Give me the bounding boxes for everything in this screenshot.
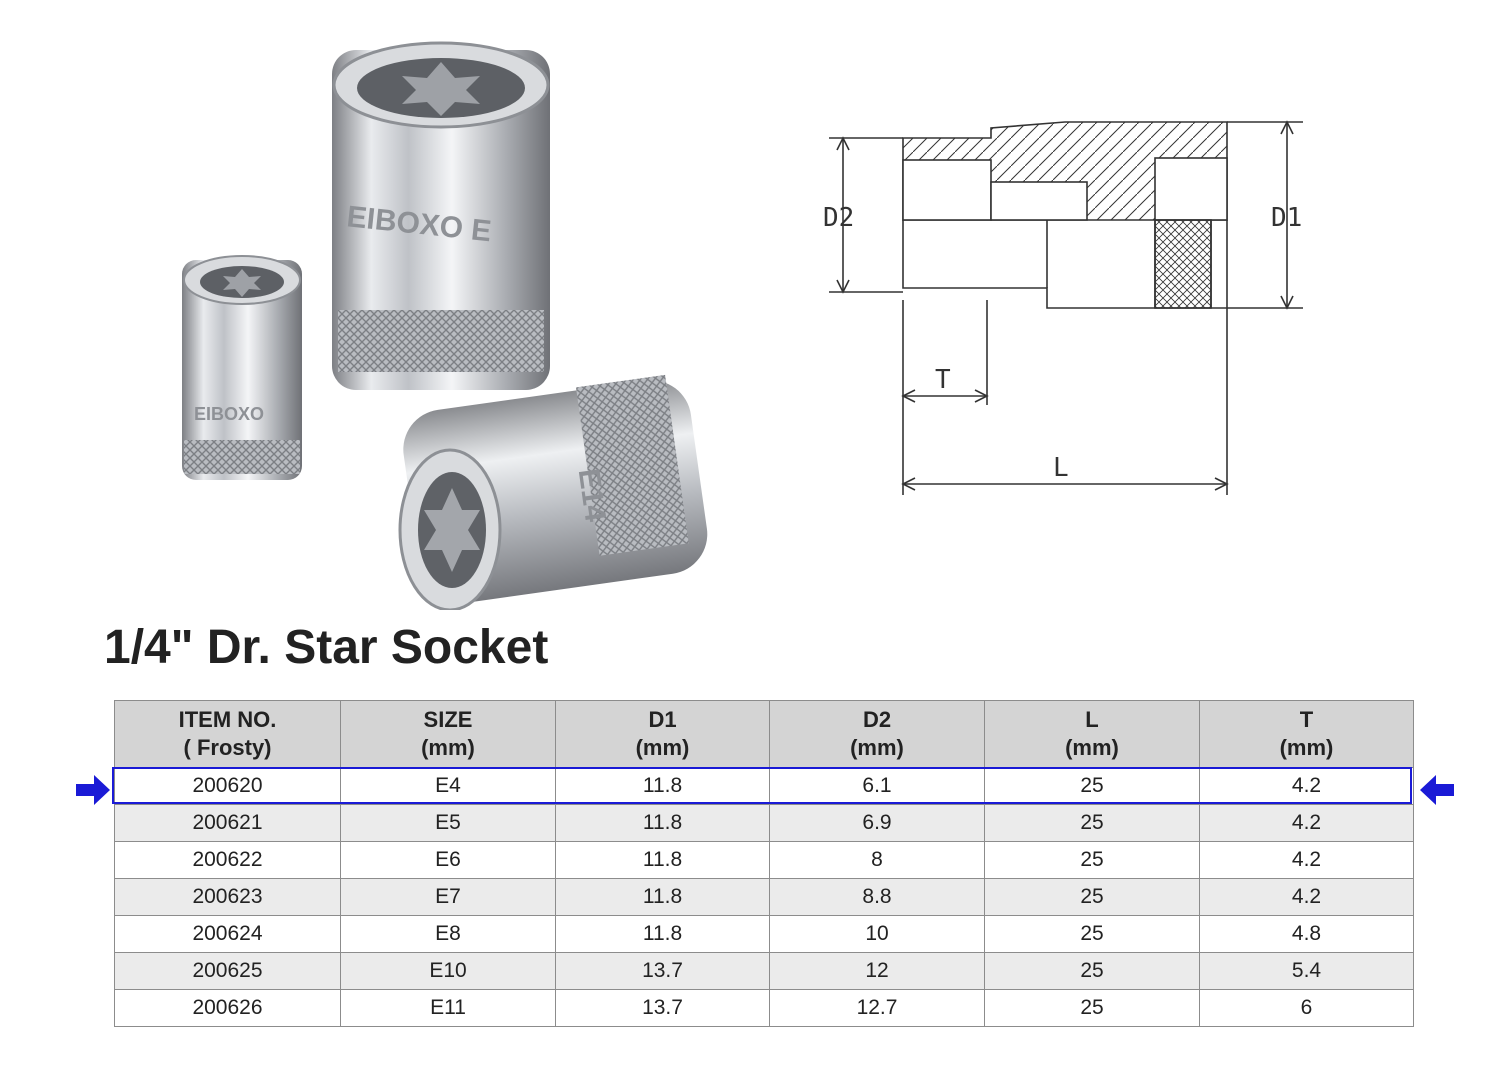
technical-drawing xyxy=(815,110,1315,500)
table-cell: 4.2 xyxy=(1200,879,1414,916)
table-cell: 25 xyxy=(985,916,1200,953)
table-cell: 11.8 xyxy=(556,879,770,916)
column-header xyxy=(985,701,1200,768)
column-header xyxy=(770,701,985,768)
table-row xyxy=(115,916,1414,953)
column-header xyxy=(341,701,556,768)
table-header-row xyxy=(115,701,1414,768)
table-cell: 25 xyxy=(985,879,1200,916)
column-header-title: D2 xyxy=(862,707,892,732)
spec-table xyxy=(114,700,1414,1027)
svg-text:EIBOXO E: EIBOXO E xyxy=(345,200,493,249)
table-cell: 11.8 xyxy=(556,916,770,953)
column-header-unit: (mm) xyxy=(635,735,690,760)
column-header-unit: (mm) xyxy=(1065,735,1119,760)
table-cell: 200624 xyxy=(115,916,341,953)
table-cell: 200626 xyxy=(115,990,341,1027)
table-cell: 11.8 xyxy=(556,768,770,805)
table-cell: 12 xyxy=(770,953,985,990)
table-row xyxy=(115,805,1414,842)
svg-text:EIBOXO: EIBOXO xyxy=(194,404,265,424)
column-header xyxy=(115,701,341,768)
table-cell: 200622 xyxy=(115,842,341,879)
column-header-title: SIZE xyxy=(423,707,473,732)
table-cell: 200625 xyxy=(115,953,341,990)
column-header-title: L xyxy=(1085,707,1099,732)
large-socket xyxy=(332,43,550,390)
drawing-label-l: L xyxy=(1053,453,1069,483)
table-cell: E7 xyxy=(341,879,556,916)
table-cell: 4.2 xyxy=(1200,805,1414,842)
drawing-label-d1: D1 xyxy=(1271,203,1303,233)
table-cell: E8 xyxy=(341,916,556,953)
column-header-unit: (mm) xyxy=(1279,735,1334,760)
table-cell: 200620 xyxy=(115,768,341,805)
table-cell: 6 xyxy=(1200,990,1414,1027)
column-header-unit: ( Frosty) xyxy=(183,735,272,760)
table-cell: 25 xyxy=(985,805,1200,842)
table-cell: 200621 xyxy=(115,805,341,842)
table-row xyxy=(115,879,1414,916)
table-cell: 5.4 xyxy=(1200,953,1414,990)
drawing-label-d2: D2 xyxy=(823,203,855,233)
table-cell: E10 xyxy=(341,953,556,990)
table-row xyxy=(115,768,1414,805)
table-row xyxy=(115,842,1414,879)
arrow-left-icon xyxy=(1420,775,1454,805)
table-cell: 25 xyxy=(985,842,1200,879)
table-cell: 25 xyxy=(985,768,1200,805)
lying-socket xyxy=(398,375,712,610)
arrow-right-icon xyxy=(76,775,110,805)
table-cell: E5 xyxy=(341,805,556,842)
column-header xyxy=(556,701,770,768)
table-cell: 6.1 xyxy=(770,768,985,805)
column-header-unit: (mm) xyxy=(421,735,475,760)
table-cell: 13.7 xyxy=(556,953,770,990)
table-cell: 4.2 xyxy=(1200,842,1414,879)
column-header-title: T xyxy=(1299,707,1314,732)
table-cell: 6.9 xyxy=(770,805,985,842)
table-cell: E11 xyxy=(341,990,556,1027)
column-header-title: D1 xyxy=(648,707,677,732)
table-body xyxy=(115,768,1414,1027)
table-cell: 8 xyxy=(770,842,985,879)
column-header-unit: (mm) xyxy=(850,735,904,760)
table-cell: E6 xyxy=(341,842,556,879)
table-cell: E4 xyxy=(341,768,556,805)
drawing-label-t: T xyxy=(935,365,951,395)
svg-text:E14: E14 xyxy=(571,466,612,524)
column-header-title: ITEM NO. xyxy=(178,707,277,732)
table-cell: 11.8 xyxy=(556,842,770,879)
small-socket xyxy=(182,256,302,480)
table-cell: 11.8 xyxy=(556,805,770,842)
column-header xyxy=(1200,701,1414,768)
product-photo xyxy=(150,10,730,610)
table-row xyxy=(115,990,1414,1027)
table-cell: 25 xyxy=(985,953,1200,990)
table-cell: 10 xyxy=(770,916,985,953)
table-cell: 4.2 xyxy=(1200,768,1414,805)
table-cell: 200623 xyxy=(115,879,341,916)
table-row xyxy=(115,953,1414,990)
table-cell: 13.7 xyxy=(556,990,770,1027)
table-cell: 4.8 xyxy=(1200,916,1414,953)
page-title: 1/4" Dr. Star Socket xyxy=(104,621,549,674)
table-cell: 12.7 xyxy=(770,990,985,1027)
table-cell: 8.8 xyxy=(770,879,985,916)
table-cell: 25 xyxy=(985,990,1200,1027)
